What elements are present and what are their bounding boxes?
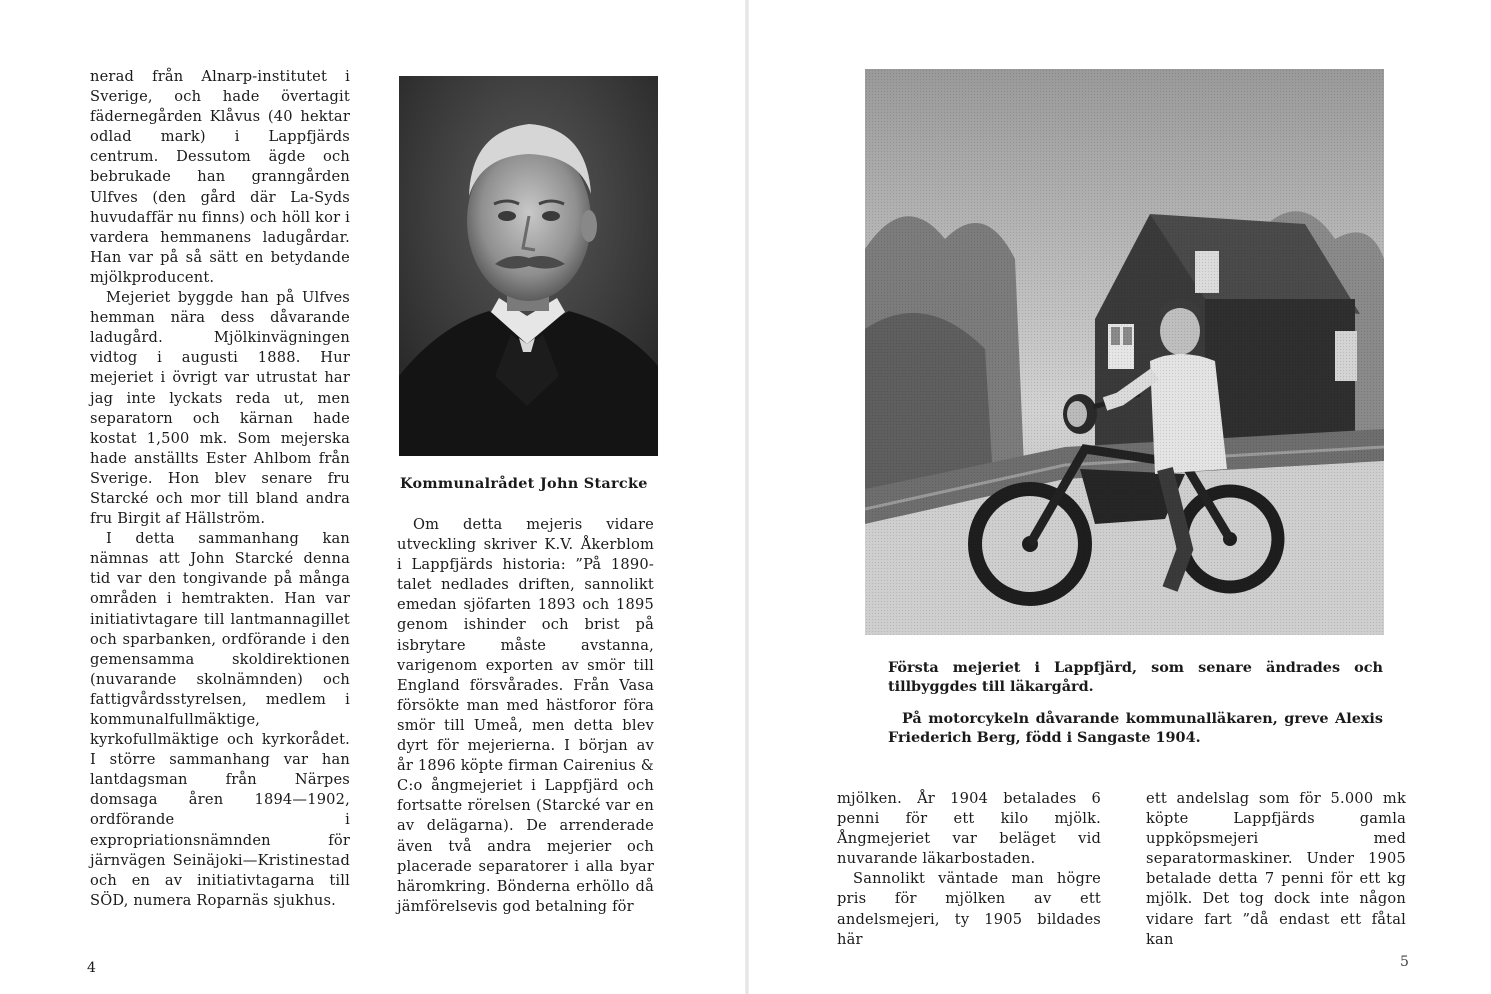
- paragraph: Om detta mejeris vidare utveckling skriver K.V. Åkerblom i Lappfjärds historia: ”På 1890-talet nedlades driften, sannolikt emedan sjöfarten 1893 och 1895 genom ishinder och brist på isbrytare måste avstanna, varigenom exporten av smör till England försvårades. Från Vasa försökte man med hästforor föra smör till Umeå, men detta blev dyrt för mejerierna. I början av år 1896 köpte firman Cairenius & C:o ångmejeriet i Lappfjärd och fortsatte rörelsen (Starcké var en av delägarna). De arrenderade även två andra mejerier och placerade separatorer i alla byar häromkring. Bönderna erhöllo då jämförelsevis god betalning för: [397, 516, 654, 915]
- portrait-caption: Kommunalrådet John Starcke: [400, 475, 648, 492]
- paragraph: ett andelslag som för 5.000 mk köpte Lappfjärds gamla uppköpsmejeri med separatormaskiner. Under 1905 betalade detta 7 penni för ett kg mjölk. Det tog dock inte någon vidare fart ”då endast ett fåtal kan: [1146, 790, 1406, 948]
- photo-caption-motorcycle: På motorcykeln dåvarande kommunalläkaren, greve Alexis Friederich Berg, född i Sangaste 1904.: [888, 710, 1383, 746]
- photo-caption-dairy: Första mejeriet i Lappfjärd, som senare ändrades och tillbyggdes till läkargård.: [888, 659, 1383, 695]
- portrait-photo-john-starcke: [399, 76, 658, 456]
- paragraph: Sannolikt väntade man högre pris för mjölken av ett andelsmejeri, ty 1905 bildades här: [837, 870, 1101, 948]
- left-page-column-1: [90, 67, 350, 911]
- paragraph: Mejeriet byggde han på Ulfves hemman nära dess dåvarande ladugård. Mjölkinvägningen vidtog i augusti 1888. Hur mejeriet i övrigt var utrustat har jag inte lyckats reda ut, men separatorn och kärnan hade kostat 1,500 mk. Som mejerska hade anställts Ester Ahlbom från Sverige. Hon blev senare fru Starcké och mor till bland andra fru Birgit af Hällström.: [90, 289, 350, 528]
- right-page-column-2: [1146, 789, 1406, 950]
- photo-dairy-house-motorcycle: [865, 69, 1384, 635]
- right-page-column-1: [837, 789, 1101, 950]
- page-number-right: 5: [1400, 954, 1409, 970]
- paragraph: nerad från Alnarp-institutet i Sverige, och hade övertagit fädernegården Klåvus (40 hektar odlad mark) i Lappfjärds centrum. Dessutom ägde och bebrukade han granngården Ulfves (den gård där La-Syds huvudaffär nu finns) och höll kor i vardera hemmanens ladugårdar. Han var på så sätt en betydande mjölkproducent.: [90, 68, 350, 286]
- paragraph: I detta sammanhang kan nämnas att John Starcké denna tid var den tongivande på många områden i hemtrakten. Han var initiativtagare till lantmannagillet och sparbanken, ordförande i den gemensamma skoldirektionen (nuvarande skolnämnden) och fattigvårdsstyrelsen, medlem i kommunalfullmäktige, kyrkofullmäktige och kyrkorådet. I större sammanhang var han lantdagsman från Närpes domsaga åren 1894—1902, ordförande i expropriationsnämnden för järnvägen Seinäjoki—Kristinestad och en av initiativtagarna till SÖD, numera Roparnäs sjukhus.: [90, 530, 350, 909]
- left-page-column-2: [397, 515, 654, 917]
- paragraph: mjölken. År 1904 betalades 6 penni för ett kilo mjölk. Ångmejeriet var beläget vid nuvarande läkarbostaden.: [837, 790, 1101, 868]
- page-gutter: [745, 0, 749, 994]
- page-number-left: 4: [87, 960, 96, 976]
